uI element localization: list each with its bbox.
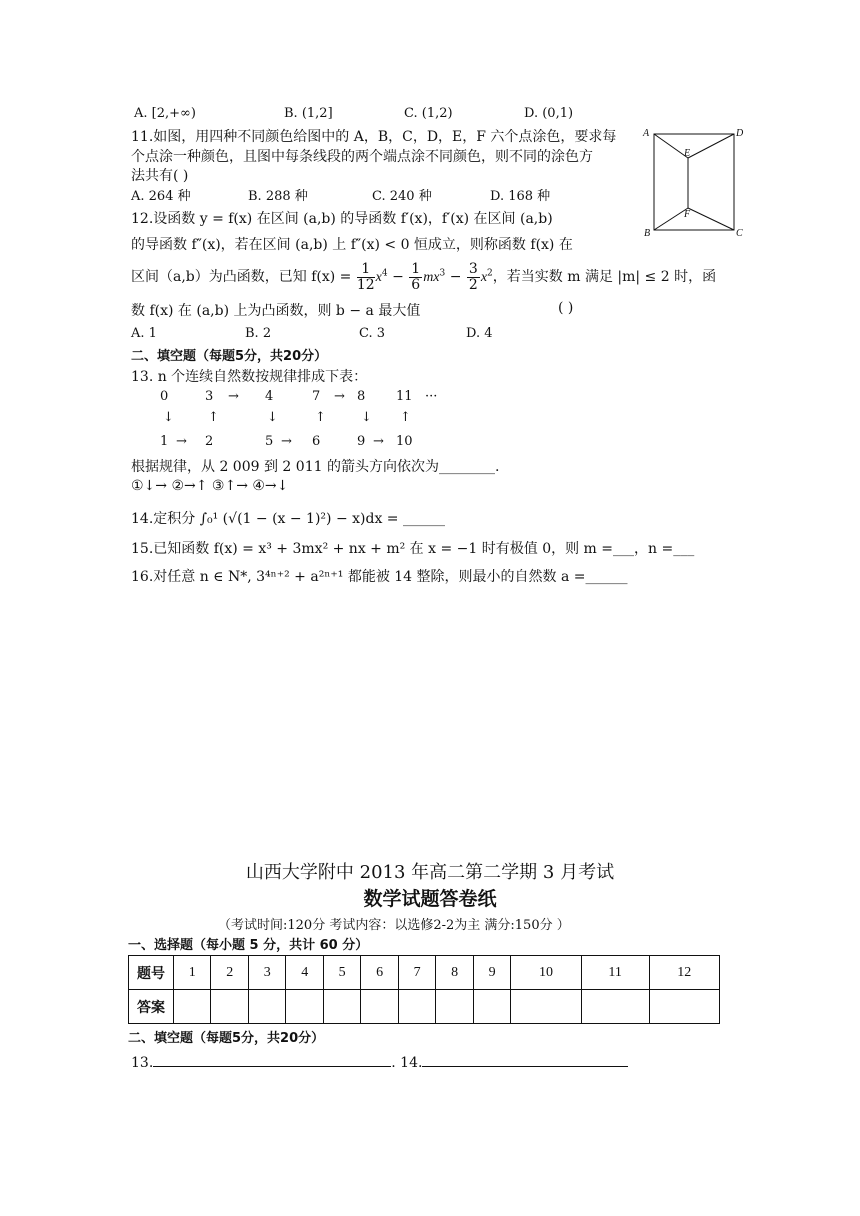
question-number-cell: 9 [473, 956, 510, 990]
answer-cell[interactable] [473, 990, 510, 1024]
answer-cell[interactable] [436, 990, 473, 1024]
q13-row2-arrow: ↓ [267, 410, 278, 425]
q11-graph-figure [640, 122, 746, 240]
figure-label-f: F [684, 209, 691, 220]
question-number-cell: 3 [248, 956, 285, 990]
figure-label-c: C [736, 228, 743, 239]
q12-formula: $\frac{1}{12}$ $x^4$ − $\frac{1}{6}$ $mx^3$ − $\frac{3}{2}$ $x^2$ [356, 261, 493, 293]
q12-line3 [131, 262, 716, 292]
question-number-cell: 4 [286, 956, 323, 990]
answer-cell[interactable] [323, 990, 360, 1024]
answer-table-header-row [129, 956, 720, 990]
question-number-cell: 2 [211, 956, 248, 990]
q13-row3-item: → [281, 434, 292, 449]
q10-option-d: D. (0,1) [524, 106, 574, 121]
q12-option-b: B. 2 [245, 326, 272, 341]
figure-label-a: A [643, 128, 650, 139]
answer-blank-line [131, 1052, 628, 1071]
q13-row2-arrow: ↓ [163, 410, 174, 425]
question-number-cell: 1 [174, 956, 211, 990]
q11-line2: 个点涂一种颜色，且图中每条线段的两个端点涂不同颜色，则不同的涂色方 [131, 149, 593, 165]
answer-cell[interactable] [174, 990, 211, 1024]
q13-row3-item: 1 [160, 434, 169, 449]
answer-cell[interactable] [581, 990, 649, 1024]
question-number-cell: 12 [649, 956, 719, 990]
q13-row2-arrow: ↑ [315, 410, 326, 425]
q12-option-d: D. 4 [466, 326, 493, 341]
q13-question: 根据规律，从 2 009 到 2 011 的箭头方向依次为________. [131, 459, 500, 475]
q12-answer-bracket: ( ) [558, 300, 574, 316]
q12-line2: 的导函数 f″(x)，若在区间 (a,b) 上 f″(x) < 0 恒成立，则称函数 f(x) 在 [131, 237, 573, 253]
q11-option-d: D. 168 种 [490, 189, 551, 204]
answer-cell[interactable] [511, 990, 581, 1024]
q13-row3-item: 10 [396, 434, 413, 449]
figure-label-e: E [684, 148, 691, 159]
question-number-cell: 7 [398, 956, 435, 990]
table-head-label: 题号 [129, 956, 174, 990]
answer-cell[interactable] [398, 990, 435, 1024]
q13-intro: 13. n 个连续自然数按规律排成下表： [131, 369, 368, 385]
q12-line3-pre: 区间（a,b）为凸函数，已知 f(x) = [131, 269, 356, 286]
q12-line1: 12.设函数 y = f(x) 在区间 (a,b) 的导函数 f′(x)，f′(x) 在区间 (a,b) [131, 211, 553, 227]
answer-cell[interactable] [211, 990, 248, 1024]
q13-choices: ①↓→ ②→↑ ③↑→ ④→↓ [131, 478, 289, 494]
blank13-label: 13. [131, 1055, 154, 1071]
answer-sheet-info: （考试时间:120分 考试内容：以选修2-2为主 满分:150分 ） [218, 918, 570, 933]
table-answer-label: 答案 [129, 990, 174, 1024]
q13-row1-item: 7 [312, 389, 321, 404]
q13-row1-item: 11 [396, 389, 413, 404]
q11-line1: 11.如图，用四种不同颜色给图中的 A，B，C，D，E，F 六个点涂色，要求每 [131, 129, 617, 145]
q10-option-c: C. (1,2) [404, 106, 453, 121]
blank14-label: . 14. [391, 1055, 423, 1071]
q10-option-a: A. [2,+∞) [134, 106, 196, 121]
question-number-cell: 5 [323, 956, 360, 990]
q13-row3-item: → [373, 434, 384, 449]
question-number-cell: 8 [436, 956, 473, 990]
q10-option-b: B. (1,2] [284, 106, 333, 121]
q13-row1-item: 3 [205, 389, 214, 404]
answer-sheet-school-title: 山西大学附中 2013 年高二第二学期 3 月考试 [245, 862, 615, 883]
answer-sheet-section2-heading: 二、填空题（每题5分，共20分） [128, 1031, 325, 1046]
question-number-cell: 10 [511, 956, 581, 990]
q13-row1-item: 8 [357, 389, 366, 404]
q13-row3-item: 2 [205, 434, 214, 449]
q11-option-b: B. 288 种 [248, 189, 308, 204]
q12-option-c: C. 3 [359, 326, 386, 341]
answer-table [128, 955, 720, 1024]
figure-label-b: B [644, 228, 651, 239]
figure-label-d: D [736, 128, 744, 139]
q12-option-a: A. 1 [131, 326, 157, 341]
answer-cell[interactable] [248, 990, 285, 1024]
q13-row3-item: 5 [265, 434, 274, 449]
q16-text: 16.对任意 n ∈ N*, 3⁴ⁿ⁺² + a²ⁿ⁺¹ 都能被 14 整除，则最小的自然数 a =______ [131, 569, 628, 585]
q13-row3-item: 9 [357, 434, 366, 449]
q13-row1-item: ··· [425, 389, 438, 404]
q13-row3-item: 6 [312, 434, 321, 449]
q13-row2-arrow: ↓ [361, 410, 372, 425]
q11-option-a: A. 264 种 [131, 189, 191, 204]
q15-text: 15.已知函数 f(x) = x³ + 3mx² + nx + m² 在 x = −1 时有极值 0，则 m =___，n =___ [131, 541, 695, 557]
q13-row1-item: 0 [160, 389, 169, 404]
q13-row2-arrow: ↑ [208, 410, 219, 425]
q13-row3-item: → [176, 434, 187, 449]
answer-table-answer-row [129, 990, 720, 1024]
answer-blank-13[interactable] [153, 1052, 391, 1067]
section2-heading: 二、填空题（每题5分，共20分） [131, 349, 328, 364]
answer-cell[interactable] [286, 990, 323, 1024]
q11-option-c: C. 240 种 [372, 189, 432, 204]
question-number-cell: 11 [581, 956, 649, 990]
q11-line3: 法共有( ) [131, 168, 189, 184]
q12-line4: 数 f(x) 在 (a,b) 上为凸函数，则 b − a 最大值 [131, 303, 421, 319]
answer-cell[interactable] [361, 990, 398, 1024]
question-number-cell: 6 [361, 956, 398, 990]
q14-text: 14.定积分 ∫₀¹ (√(1 − (x − 1)²) − x)dx = ______ [131, 511, 445, 527]
q13-row1-item: → [334, 389, 345, 404]
q13-row1-item: → [228, 389, 239, 404]
q13-row1-item: 4 [265, 389, 274, 404]
answer-sheet-title: 数学试题答卷纸 [363, 888, 497, 910]
answer-blank-14[interactable] [422, 1052, 628, 1067]
answer-sheet-section1-heading: 一、选择题（每小题 5 分，共计 60 分） [128, 938, 369, 953]
answer-cell[interactable] [649, 990, 719, 1024]
q12-line3-post: ，若当实数 m 满足 |m| ≤ 2 时，函 [492, 269, 717, 286]
q13-row2-arrow: ↑ [400, 410, 411, 425]
